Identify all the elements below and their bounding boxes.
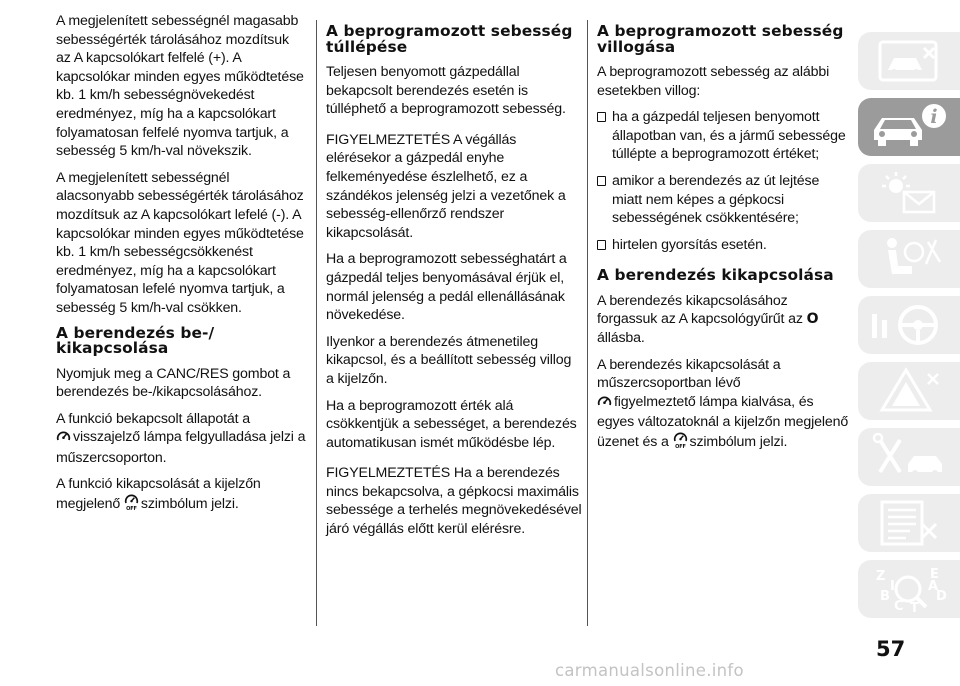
steering-wheel-icon — [866, 300, 952, 350]
warning-lights-icon — [866, 168, 952, 218]
column-2 — [326, 12, 582, 547]
column-3 — [597, 12, 849, 462]
tab-car-info[interactable] — [858, 98, 960, 156]
heading-speed-exceeded: A beprogramozott sebesség túllépése — [326, 22, 573, 56]
list-item — [597, 172, 849, 228]
page-number: 57 — [876, 637, 906, 661]
list-item — [597, 236, 849, 255]
column-divider-1 — [316, 20, 317, 626]
paragraph-function-on — [56, 410, 306, 468]
list-item — [597, 108, 849, 164]
checkbox-bullet-icon — [597, 176, 606, 186]
watermark: carmanualsonline.info — [555, 661, 744, 680]
paragraph-function-off — [56, 475, 306, 515]
index-letter: Z — [876, 569, 886, 584]
index-letter: C — [894, 599, 904, 614]
column-divider-2 — [587, 20, 588, 626]
text: hirtelen gyorsítás esetén. — [612, 236, 767, 253]
tab-dashboard[interactable] — [858, 32, 960, 90]
heading-speed-flashing: A beprogramozott sebesség villogása — [597, 22, 844, 56]
text: figyelmeztető lámpa kialvása, és egyes változatoknál a kijelzőn megjelenő üzenet és a — [597, 393, 849, 450]
text: szimbólum jelzi. — [689, 434, 788, 450]
index-letter: T — [910, 601, 919, 614]
paragraph-switch-off-indication — [597, 356, 849, 454]
paragraph-speed-limit: Ha a beprogramozott sebességhatárt a gázpedál teljes benyomásával érjük el, normál jelenség a pedál ellenállásának növekedése. — [326, 251, 567, 324]
column-1 — [56, 12, 306, 524]
tab-technical-data[interactable] — [858, 494, 960, 552]
cruise-control-off-icon — [673, 432, 688, 454]
text: amikor a berendezés az út lejtése miatt nem képes a gépkocsi sebességének csökkentésére; — [612, 172, 820, 227]
car-info-icon — [866, 102, 952, 152]
checkbox-bullet-icon — [597, 240, 606, 250]
paragraph-switch-off-ring — [597, 292, 849, 348]
text: szimbólum jelzi. — [140, 496, 239, 513]
tab-warning-lights[interactable] — [858, 164, 960, 222]
position-o-label: O — [806, 311, 819, 328]
info-badge: i — [930, 106, 938, 128]
text: A berendezés kikapcsolását a műszercsoportban lévő — [597, 356, 781, 392]
checkbox-bullet-icon — [597, 112, 606, 122]
paragraph-increase-speed: A megjelenített sebességnél magasabb sebességérték tárolásához mozdítsuk az A kapcsolókart felfelé (+). A kapcsolókar minden egyes működtetése kb. 1 km/h sebességnövekedést eredményez, míg ha a kapcsolókart folyamatosan felfelé nyomva tartjuk, a sebesség 5 km/h-val növekszik. — [56, 13, 304, 160]
car-dashboard-icon — [866, 36, 952, 86]
tab-maintenance[interactable] — [858, 428, 960, 486]
text: ha a gázpedál teljesen benyomott állapotban van, és a jármű sebessége túllépte a beprogramozott értéket; — [612, 109, 846, 163]
paragraph-auto-resume: Ha a beprogramozott érték alá csökkentjük a sebességet, a berendezés automatikusan ismét működésbe lép. — [326, 397, 577, 451]
text: állásba. — [597, 330, 645, 347]
off-label: OFF — [674, 443, 686, 448]
tab-steering[interactable] — [858, 296, 960, 354]
heading-switch-off: A berendezés kikapcsolása — [597, 266, 834, 285]
cruise-control-icon — [56, 429, 71, 449]
technical-data-icon — [866, 498, 952, 548]
text: A berendezés kikapcsolásához forgassuk az A kapcsológyűrűt az — [597, 292, 803, 328]
tab-emergency[interactable] — [858, 362, 960, 420]
text: A funkció bekapcsolt állapotát a — [56, 410, 250, 427]
paragraph-flashing-cases: A beprogramozott sebesség az alábbi esetekben villog: — [597, 64, 830, 99]
paragraph-decrease-speed: A megjelenített sebességnél alacsonyabb sebességérték tárolásához mozdítsuk az A kapcsolókart lefelé (-). A kapcsolókar minden egyes működtetése kb. 1 km/h sebességcsökkenést eredményez, míg ha a kapcsolókart folyamatosan lefelé nyomva tartjuk, a sebesség 5 km/h-val csökken. — [56, 169, 304, 316]
index-letter: I — [890, 579, 895, 594]
seat-airbag-icon — [866, 234, 952, 284]
paragraph-canc-res: Nyomjuk meg a CANC/RES gombot a berendezés be-/kikapcsolásához. — [56, 365, 291, 401]
flashing-cases-list — [597, 108, 849, 254]
emergency-triangle-icon — [866, 366, 952, 416]
index-letter: D — [936, 589, 947, 604]
index-letter: A — [928, 579, 939, 594]
text: visszajelző lámpa felgyulladása jelzi a műszercsoporton. — [56, 429, 306, 466]
heading-on-off: A berendezés be-/ kikapcsolása — [56, 323, 215, 357]
cruise-control-icon — [597, 394, 612, 414]
cruise-control-off-icon — [124, 494, 139, 516]
tab-index[interactable] — [858, 560, 960, 618]
text: A funkció kikapcsolását a kijelzőn megjelenő — [56, 476, 261, 513]
paragraph-temporary-off: Ilyenkor a berendezés átmenetileg kikapcsol, és a beállított sebesség villog a kijelzőn. — [326, 333, 572, 387]
chapter-tabs — [858, 32, 960, 626]
off-label: OFF — [126, 505, 137, 511]
index-letter: E — [930, 567, 939, 582]
warning-not-active: FIGYELMEZTETÉS Ha a berendezés nincs bekapcsolva, a gépkocsi maximális sebessége a terhelés megnövekedésével járó végállás előtt kerül elérésre. — [326, 465, 582, 538]
tools-car-icon — [866, 432, 952, 482]
warning-end-position: FIGYELMEZTETÉS A végállás elérésekor a gázpedál enyhe felkeményedése észlelhető, ez a szándékos jelenség jelzi a vezetőnek a sebesség-ellenőrző rendszer kikapcsolását. — [326, 131, 566, 241]
tab-seat-airbag[interactable] — [858, 230, 960, 288]
paragraph-full-throttle: Teljesen benyomott gázpedállal bekapcsolt berendezés esetén is túlléphető a beprogramozott sebesség. — [326, 64, 566, 118]
index-letters-icon — [866, 564, 952, 614]
index-letter: B — [880, 589, 890, 604]
